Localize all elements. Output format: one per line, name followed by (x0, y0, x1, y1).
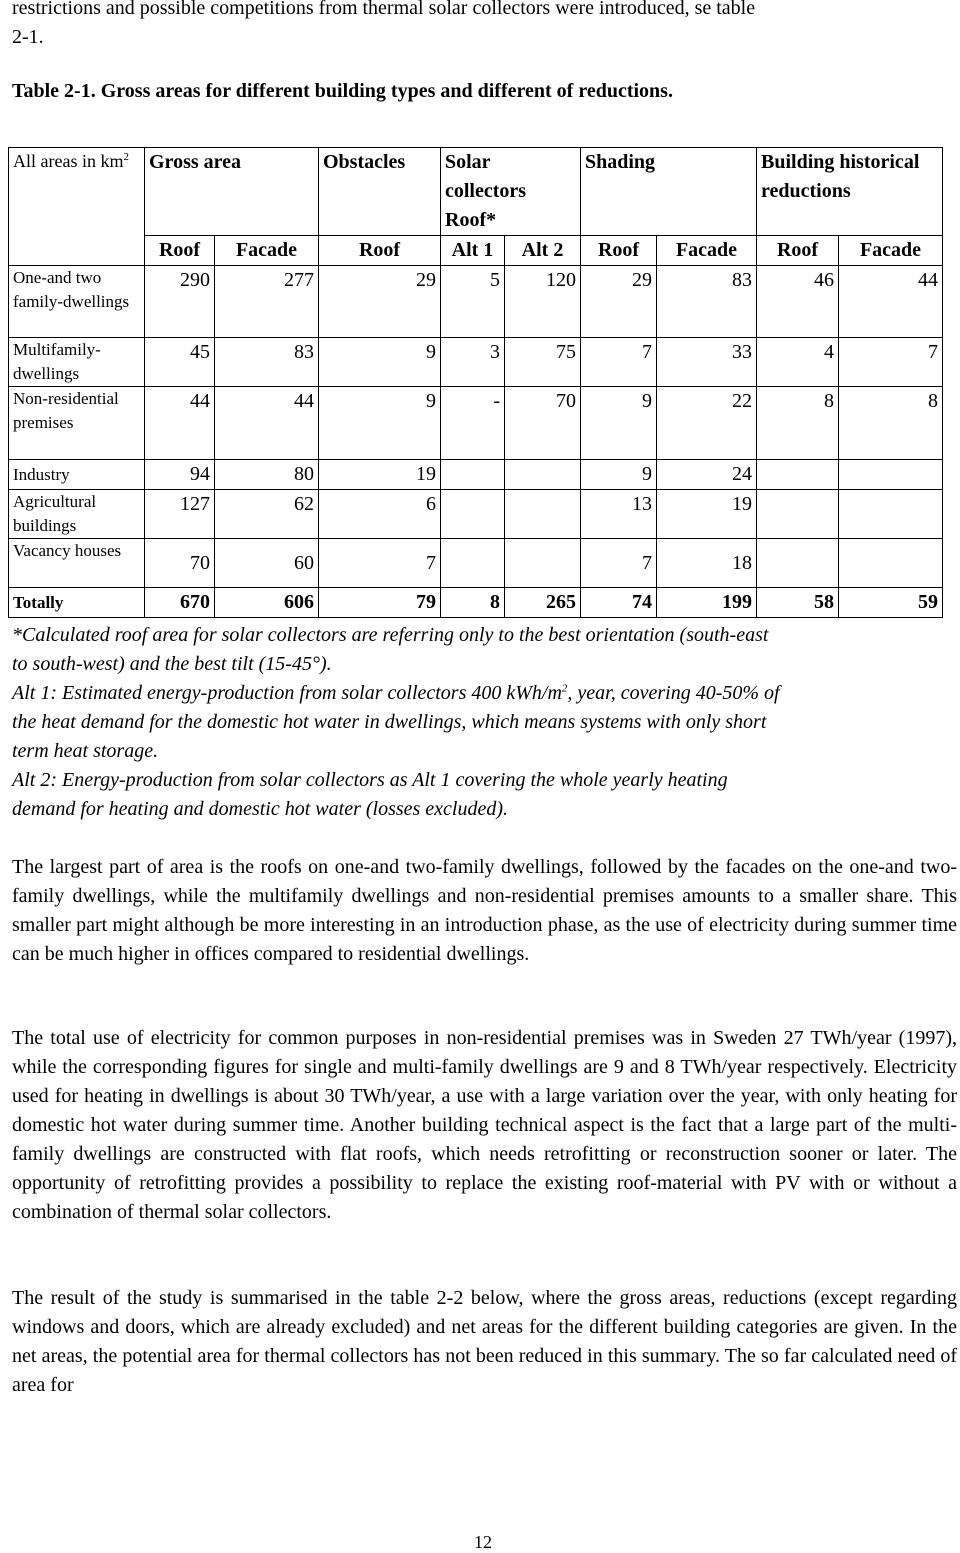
subheader-cell: Facade (215, 236, 319, 266)
header-gross-area: Gross area (145, 148, 319, 236)
table-cell: 6 (319, 490, 441, 539)
table-cell: 9 (581, 387, 657, 460)
footnote-line: Alt 2: Energy-production from solar collectors as Alt 1 covering the whole yearly heating (12, 769, 728, 791)
table-cell: 33 (657, 338, 757, 387)
row-label: Industry (9, 460, 145, 490)
table-cell (839, 490, 943, 539)
table-cell: 75 (505, 338, 581, 387)
table-row (9, 338, 943, 387)
table-cell: 9 (319, 387, 441, 460)
table-caption: Table 2-1. Gross areas for different building types and different of reductions. (12, 80, 673, 102)
table-cell (757, 490, 839, 539)
header-building-historical-reductions: Building historical reductions (757, 148, 943, 236)
body-paragraph: The largest part of area is the roofs on one-and two-family dwellings, followed by the facades on the one-and two-family dwellings, while the multifamily dwellings and non-residential premises amounts to a smaller share. This smaller part might although be more interesting in an introduction phase, as the use of electricity during summer time can be much higher in offices compared to residential dwellings. (12, 856, 957, 965)
row-label: Vacancy houses (9, 539, 145, 588)
table-cell: 9 (319, 338, 441, 387)
footnote-line: term heat storage. (12, 740, 159, 762)
header-obstacles: Obstacles (319, 148, 441, 236)
table-cell: 7 (839, 338, 943, 387)
table-cell: 83 (215, 338, 319, 387)
table-row (9, 539, 943, 588)
table-cell: 3 (441, 338, 505, 387)
subheader-cell: Alt 1 (441, 236, 505, 266)
table-cell: 44 (145, 387, 215, 460)
subheader-cell: Roof (319, 236, 441, 266)
intro-line-1: restrictions and possible competitions from thermal solar collectors were introduced, se table (12, 0, 756, 19)
table-cell: 290 (145, 266, 215, 338)
table-row-total (9, 588, 943, 618)
table-cell: 7 (581, 338, 657, 387)
table-cell: 670 (145, 588, 215, 618)
table-cell: 18 (657, 539, 757, 588)
table-cell: 29 (581, 266, 657, 338)
table-cell (757, 539, 839, 588)
row-label: Non-residential premises (9, 387, 145, 460)
table-cell: 606 (215, 588, 319, 618)
table-cell: 127 (145, 490, 215, 539)
subheader-cell: Roof (581, 236, 657, 266)
table-cell: 8 (441, 588, 505, 618)
table-corner-label: All areas in $km^2$ (9, 148, 145, 266)
table-cell (505, 539, 581, 588)
table-cell: 4 (757, 338, 839, 387)
table-cell: 74 (581, 588, 657, 618)
intro-line-2: 2-1. (12, 26, 44, 48)
table-row (9, 460, 943, 490)
table-cell: 19 (319, 460, 441, 490)
table-cell: 79 (319, 588, 441, 618)
table-cell (441, 490, 505, 539)
table-cell: 83 (657, 266, 757, 338)
table-cell (441, 539, 505, 588)
table-cell: - (441, 387, 505, 460)
footnote-line: Alt 1: Estimated energy-production from solar collectors 400 kWh/$m^2$, year, covering 40-50% of (12, 682, 780, 704)
table-cell: 80 (215, 460, 319, 490)
row-label: Totally (9, 588, 145, 618)
table-cell: 62 (215, 490, 319, 539)
subheader-cell: Facade (657, 236, 757, 266)
table-cell: 22 (657, 387, 757, 460)
table-cell: 199 (657, 588, 757, 618)
table-cell: 265 (505, 588, 581, 618)
table-cell (441, 460, 505, 490)
table-cell: 120 (505, 266, 581, 338)
table-cell (505, 460, 581, 490)
table-cell: 277 (215, 266, 319, 338)
table-cell (839, 539, 943, 588)
table-cell: 8 (757, 387, 839, 460)
footnote-line: the heat demand for the domestic hot water in dwellings, which means systems with only short (12, 711, 767, 733)
table-cell: 7 (581, 539, 657, 588)
table-cell (839, 460, 943, 490)
row-label: One-and two family-dwellings (9, 266, 145, 338)
table-cell: 58 (757, 588, 839, 618)
table-cell: 9 (581, 460, 657, 490)
header-solar-collectors: Solar collectors Roof* (441, 148, 581, 236)
subheader-cell: Alt 2 (505, 236, 581, 266)
table-group-header-row (9, 148, 943, 236)
body-paragraph: The result of the study is summarised in the table 2-2 below, where the gross areas, reductions (except regarding windows and doors, which are already excluded) and net areas for the different building categories are given. In the net areas, the potential area for thermal collectors has not been reduced in this summary. The so far calculated need of area for (12, 1287, 957, 1396)
page-number: 12 (474, 1532, 492, 1552)
table-row (9, 266, 943, 338)
table-cell: 19 (657, 490, 757, 539)
row-label: Multifamily-dwellings (9, 338, 145, 387)
table-cell: 29 (319, 266, 441, 338)
table-cell (505, 490, 581, 539)
table-cell: 60 (215, 539, 319, 588)
footnote-line: to south-west) and the best tilt (15-45°). (12, 653, 332, 675)
row-label: Agricultural buildings (9, 490, 145, 539)
footnote-line: *Calculated roof area for solar collectors are referring only to the best orientation (south-east (12, 624, 769, 646)
table-cell: 8 (839, 387, 943, 460)
table-cell: 13 (581, 490, 657, 539)
table-cell: 70 (145, 539, 215, 588)
table-cell: 46 (757, 266, 839, 338)
table-cell: 5 (441, 266, 505, 338)
table-cell: 94 (145, 460, 215, 490)
subheader-cell: Roof (145, 236, 215, 266)
table-row (9, 490, 943, 539)
table-cell: 59 (839, 588, 943, 618)
header-shading: Shading (581, 148, 757, 236)
table-cell: 45 (145, 338, 215, 387)
table-row (9, 387, 943, 460)
table-cell (757, 460, 839, 490)
subheader-cell: Roof (757, 236, 839, 266)
table-cell: 70 (505, 387, 581, 460)
table-cell: 24 (657, 460, 757, 490)
table-cell: 7 (319, 539, 441, 588)
table-sub-header-row (9, 236, 943, 266)
table-cell: 44 (839, 266, 943, 338)
table-cell: 44 (215, 387, 319, 460)
footnote-line: demand for heating and domestic hot water (losses excluded). (12, 798, 509, 820)
body-paragraph: The total use of electricity for common purposes in non-residential premises was in Sweden 27 TWh/year (1997), while the corresponding figures for single and multi-family dwellings are 9 and 8 TWh/year respectively. Electricity used for heating in dwellings is about 30 TWh/year, a use with a large variation over the year, with only heating for domestic hot water during summer time. Another building technical aspect is the fact that a large part of the multi-family dwellings are constructed with flat roofs, which needs retrofitting or reconstruction sooner or later. The opportunity of retrofitting provides a possibility to replace the existing roof-material with PV with or without a combination of thermal solar collectors. (12, 1027, 957, 1223)
gross-areas-table (8, 147, 943, 618)
subheader-cell: Facade (839, 236, 943, 266)
